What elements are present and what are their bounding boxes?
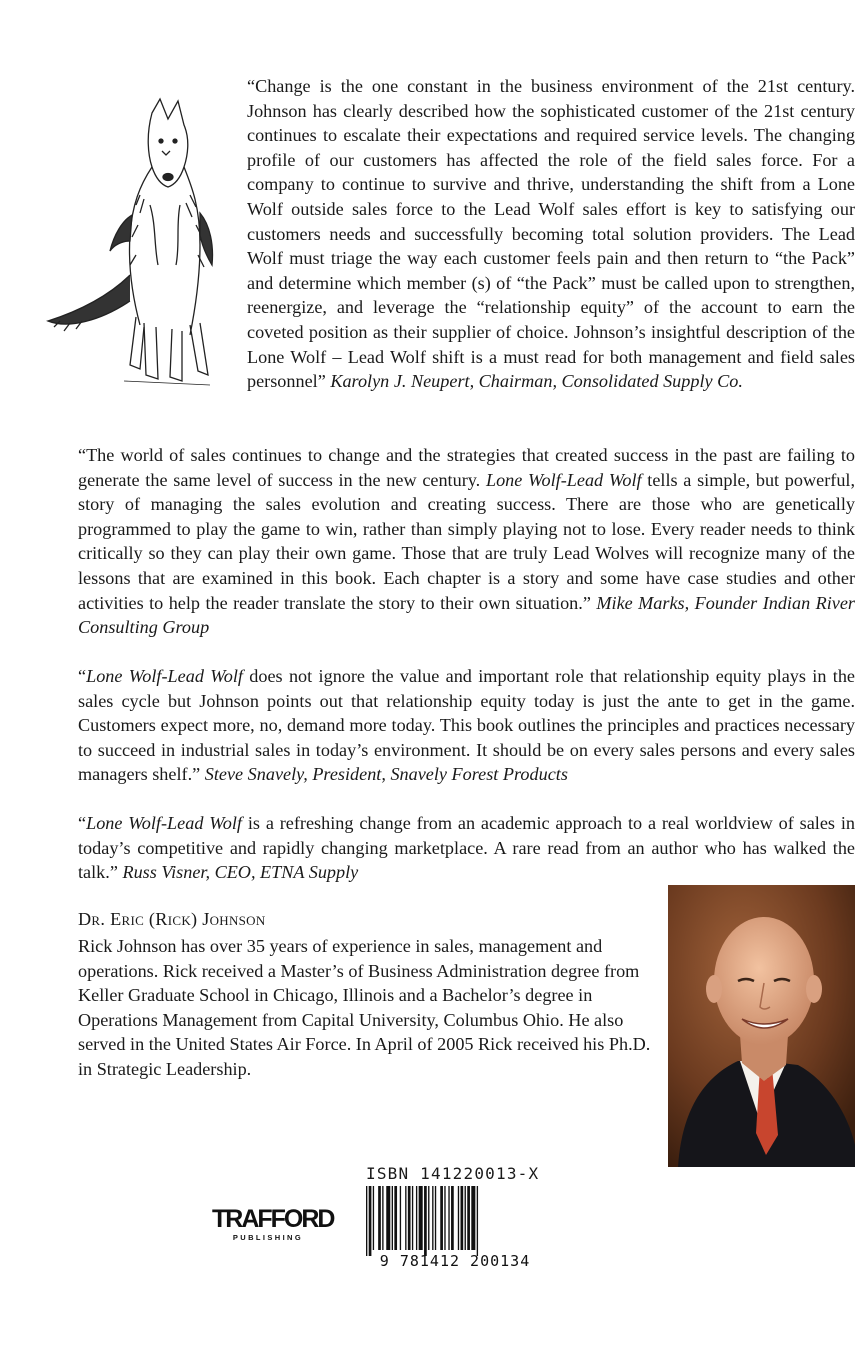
barcode-digits: 9 781412 200134 bbox=[379, 1252, 531, 1270]
publisher-subtitle: PUBLISHING bbox=[232, 1233, 304, 1242]
endorsement-1 bbox=[247, 74, 855, 394]
author-photo bbox=[668, 885, 855, 1167]
publisher-logo bbox=[212, 1205, 334, 1246]
endorsement-4-text: is a refreshing change from an academic approach to a real worldview of sales in today’s competitive and rapidly changing marketplace. A rare read from an author who has walked the talk.” bbox=[78, 813, 855, 883]
endorsement-4-book-title: Lone Wolf-Lead Wolf bbox=[86, 813, 242, 833]
endorsement-4 bbox=[78, 811, 855, 885]
endorsement-3-open-quote: “ bbox=[78, 666, 87, 686]
endorsement-2-text-a: “The world of sales continues to change and the strategies that created success in the past are failing to generate the same level of success in the new century. bbox=[78, 445, 855, 490]
endorsement-3 bbox=[78, 664, 855, 787]
endorsement-2-text-b: tells a simple, but powerful, story of managing the sales evolution and creating success. There are those who are genetically programmed to play the game to win, rather than simply playing not to lose. Every reader needs to think critically so they can play their own game. Those that are truly Lead Wolves will recognize many of the lessons that are examined in this book. Each chapter is a story and some have case studies and other activities to help the reader translate the story to their own situation.” bbox=[78, 469, 855, 613]
publisher-name: TRAFFORD bbox=[212, 1205, 334, 1233]
endorsement-1-attribution: Karolyn J. Neupert, Chairman, Consolidated Supply Co. bbox=[330, 371, 743, 392]
endorsement-2-book-title: Lone Wolf-Lead Wolf bbox=[485, 469, 642, 490]
author-name: Dr. Eric (Rick) Johnson bbox=[78, 909, 266, 929]
endorsement-3-text: does not ignore the value and important role that relationship equity plays in the sales cycle but Johnson points out that relationship equity today is just the ante to get in the game. Customers expect more, no, demand more today. This book outlines the principles and practices necessary to succeed in industrial sales in today’s environment. It should be on every sales persons and every sales managers shelf.” bbox=[78, 666, 855, 785]
isbn-barcode bbox=[360, 1186, 550, 1270]
endorsement-2 bbox=[78, 443, 855, 640]
isbn-label: ISBN 141220013-X bbox=[366, 1164, 540, 1183]
endorsement-3-book-title: Lone Wolf-Lead Wolf bbox=[86, 666, 243, 686]
endorsement-4-attribution: Russ Visner, CEO, ETNA Supply bbox=[122, 862, 359, 883]
wolf-illustration bbox=[40, 95, 230, 395]
author-bio: Rick Johnson has over 35 years of experience in sales, management and operations. Rick received a Master’s of Business Administration degree from Keller Graduate School in Chicago, Illinois and a Bachelor’s degree in Operations Management from Capital University, Columbus Ohio. He also served in the United States Air Force. In April of 2005 Rick received his Ph.D. in Strategic Leadership. bbox=[78, 936, 651, 1079]
endorsement-3-attribution: Steve Snavely, President, Snavely Forest Products bbox=[204, 764, 568, 785]
endorsement-1-text: “Change is the one constant in the business environment of the 21st century. Johnson has clearly described how the sophisticated customer of the 21st century continues to escalate their expectations and required service levels. The changing profile of our customers has affected the role of the field sales force. For a company to continue to survive and thrive, understanding the shift from a Lone Wolf outside sales force to the Lead Wolf sales effort is key to satisfying our customers needs and successfully becoming total solution providers. The Lead Wolf must triage the way each customer feels pain and then return to “the Pack” and determine which member (s) of “the Pack” must be called upon to strengthen, reenergize, and leverage the “relationship equity” of the account to earn the coveted position as their supplier of choice. Johnson’s insightful description of the Lone Wolf – Lead Wolf shift is a must read for both management and field sales personnel” bbox=[247, 76, 855, 392]
endorsement-2-attribution: Mike Marks, Founder Indian River Consulting Group bbox=[78, 592, 855, 638]
endorsement-4-open-quote: “ bbox=[78, 813, 87, 833]
